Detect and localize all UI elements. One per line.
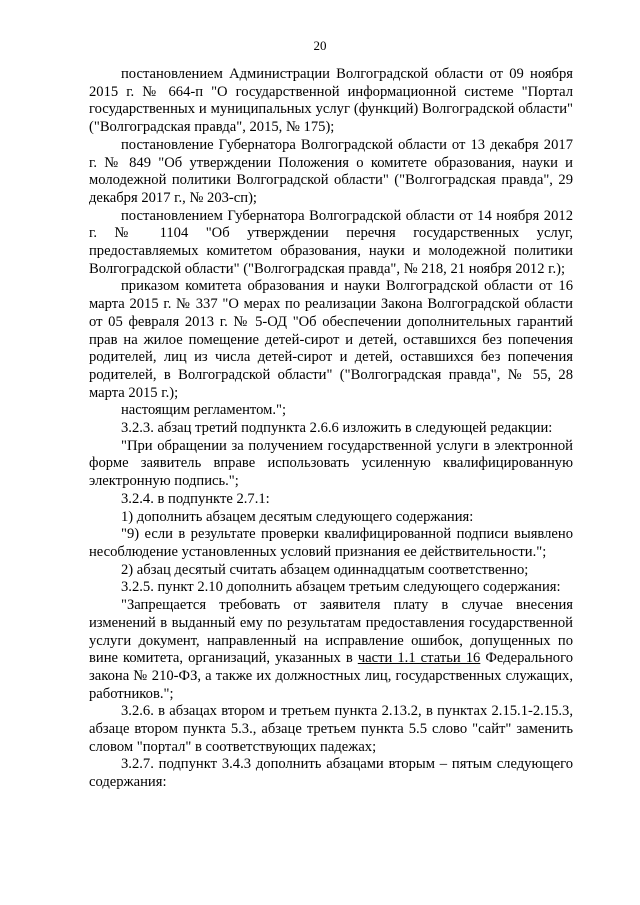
paragraph-decree-1104: постановлением Губернатора Волгоградской области от 14 ноября 2012 г. № 1104 "Об утверждении перечня государственных услуг, предоставляемых комитетом образования, науки и молодежной политики Волгоградской области" ("Волгоградская правда", № 218, 21 ноября 2012 г.); xyxy=(89,207,573,277)
paragraph-3-2-3: 3.2.3. абзац третий подпункта 2.6.6 изложить в следующей редакции: xyxy=(121,420,553,437)
paragraph-item-2: 2) абзац десятый считать абзацем одиннадцатым соответственно; xyxy=(121,561,529,578)
paragraph-3-2-7: 3.2.7. подпункт 3.4.3 дополнить абзацами вторым – пятым следующего содержания: xyxy=(89,756,573,791)
paragraph-quote-item-9: "9) если в результате проверки квалифицированной подписи выявлено несоблюдение установленных условий признания ее действительности."; xyxy=(89,526,573,560)
paragraph-3-2-5: 3.2.5. пункт 2.10 дополнить абзацем третьим следующего содержания: xyxy=(121,579,561,596)
paragraph-decree-849: постановление Губернатора Волгоградской области от 13 декабря 2017 г. № 849 "Об утверждении Положения о комитете образования, науки и молодежной политики Волгоградской области" ("Волгоградская правда", 29 декабря 2017 г., № 203-сп); xyxy=(89,136,573,206)
document-body xyxy=(89,66,573,792)
paragraph-this-regulation: настоящим регламентом."; xyxy=(121,402,287,419)
paragraph-quote-fee xyxy=(89,597,573,703)
paragraph-3-2-4: 3.2.4. в подпункте 2.7.1: xyxy=(121,490,270,507)
quote-text-before: "Запрещается требовать от заявителя плату в случае внесения изменений в выданный ему по результатам предоставления государственной услуги документ, направленный на исправление ошибок, допущенных по вине комитета, организаций, указанных в xyxy=(89,597,573,667)
quote-text-after: Федерального закона № 210-ФЗ, а также их должностных лиц, государственных служащих, работников."; xyxy=(89,650,573,702)
law-reference-link[interactable]: части 1.1 статьи 16 xyxy=(357,650,481,667)
paragraph-item-1: 1) дополнить абзацем десятым следующего содержания: xyxy=(121,508,474,525)
paragraph-order-337: приказом комитета образования и науки Волгоградской области от 16 марта 2015 г. № 337 "О мерах по реализации Закона Волгоградской области от 05 февраля 2013 г. № 5-ОД "Об обеспечении дополнительных гарантий прав на жилое помещение детей-сирот и детей, оставшихся без попечения родителей, лиц из числа детей-сирот и детей, оставшихся без попечения родителей, в Волгоградской области" ("Волгоградская правда", № 55, 28 марта 2015 г.); xyxy=(89,278,573,401)
paragraph-3-2-6: 3.2.6. в абзацах втором и третьем пункта 2.13.2, в пунктах 2.15.1-2.15.3, абзаце втором пункта 5.3., абзаце третьем пункта 5.5 слово "сайт" заменить словом "портал" в соответствующих падежах; xyxy=(89,703,573,755)
page-number: 20 xyxy=(313,38,327,53)
paragraph-quote-signature: "При обращении за получением государственной услуги в электронной форме заявитель вправе использовать усиленную квалифицированную электронную подпись."; xyxy=(89,437,573,490)
paragraph-decree-664: постановлением Администрации Волгоградской области от 09 ноября 2015 г. № 664-п "О государственной информационной системе "Портал государственных и муниципальных услуг (функций) Волгоградской области" ("Волгоградская правда", 2015, № 175); xyxy=(89,66,573,136)
